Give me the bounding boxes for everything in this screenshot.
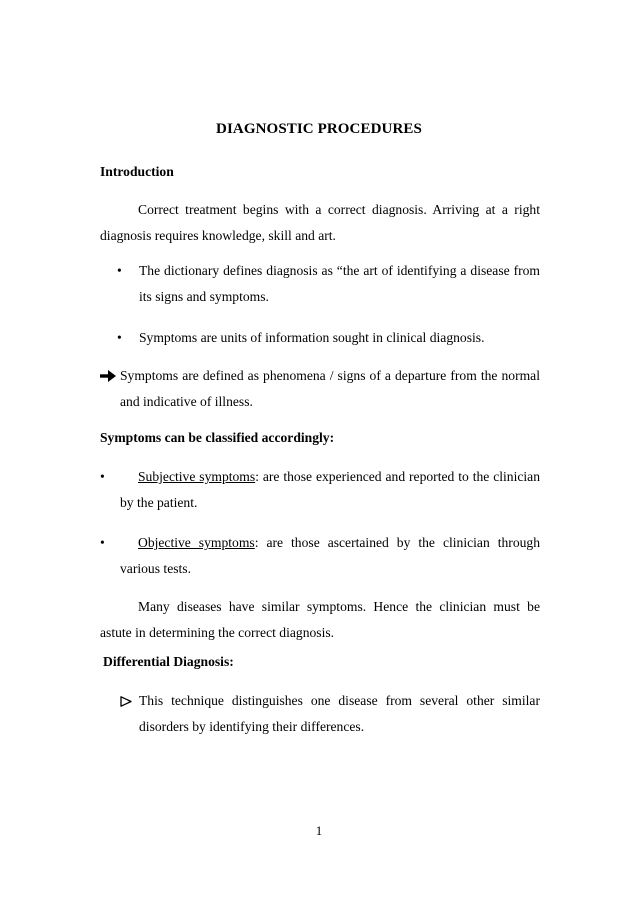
differential-item-text: This technique distinguishes one disease from several other similar disorders by identifying their differences. xyxy=(139,693,540,734)
objective-symptoms-description: : are those ascertained by the clinician through various tests. xyxy=(120,535,541,576)
introduction-paragraph xyxy=(100,197,540,249)
introduction-heading: Introduction xyxy=(100,164,174,179)
similar-symptoms-paragraph xyxy=(100,594,540,646)
right-arrow-icon xyxy=(100,370,116,382)
page-number: 1 xyxy=(315,823,323,838)
bullet-item xyxy=(117,325,540,351)
subjective-symptoms-description: : are those experienced and reported to the clinician by the patient. xyxy=(120,469,540,510)
chevron-right-icon xyxy=(120,696,132,707)
introduction-paragraph-text: Correct treatment begins with a correct diagnosis. Arriving at a right diagnosis requires knowledge, skill and art. xyxy=(100,202,540,243)
bullet-icon: • xyxy=(117,330,122,345)
similar-symptoms-text: Many diseases have similar symptoms. Hence the clinician must be astute in determining the correct diagnosis. xyxy=(100,599,540,640)
differential-item xyxy=(120,688,540,740)
bullet-icon: • xyxy=(100,535,105,550)
classification-item xyxy=(100,464,540,516)
page-title: DIAGNOSTIC PROCEDURES xyxy=(216,121,422,137)
bullet-item xyxy=(117,258,540,310)
bullet-icon: • xyxy=(117,263,122,278)
bullet-item-text: The dictionary defines diagnosis as “the art of identifying a disease from its signs and symptoms. xyxy=(139,263,540,304)
subjective-symptoms-term: Subjective symptoms xyxy=(138,469,256,484)
classification-heading: Symptoms can be classified accordingly: xyxy=(100,430,335,445)
differential-diagnosis-heading: Differential Diagnosis: xyxy=(103,654,234,669)
bullet-icon: • xyxy=(100,469,105,484)
bullet-item-text: Symptoms are units of information sought in clinical diagnosis. xyxy=(139,330,485,345)
classification-item xyxy=(100,530,540,582)
arrow-item-text: Symptoms are defined as phenomena / signs of a departure from the normal and indicative of illness. xyxy=(120,368,540,409)
objective-symptoms-term: Objective symptoms xyxy=(138,535,255,550)
arrow-item xyxy=(100,363,540,415)
